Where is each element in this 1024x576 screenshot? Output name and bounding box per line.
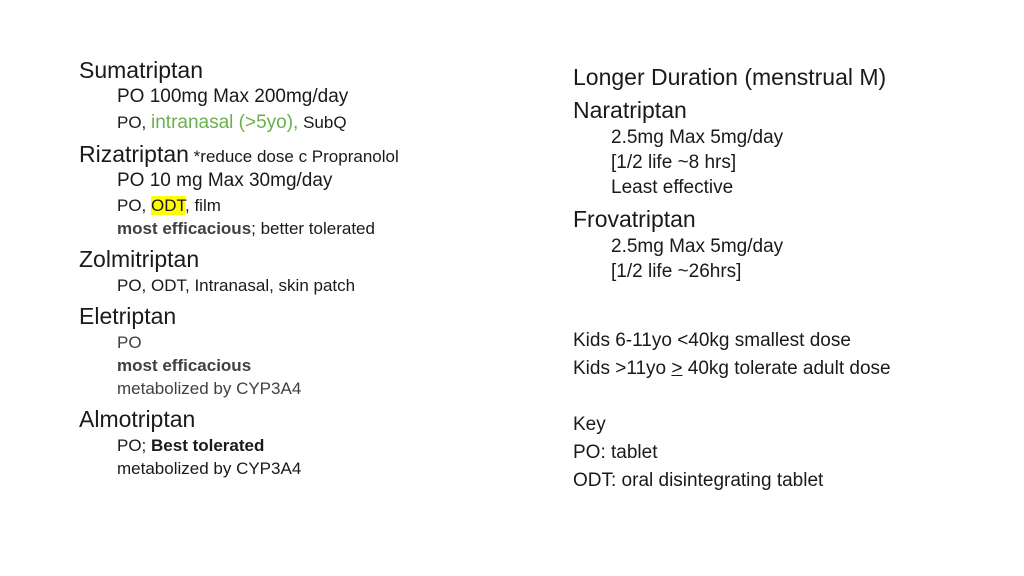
kids-over-11-gte-sign: > xyxy=(671,358,683,379)
sumatriptan-routes xyxy=(117,112,347,134)
almotriptan-title: Almotriptan xyxy=(79,406,196,432)
kids-6-11-dose: Kids 6-11yo <40kg smallest dose xyxy=(573,330,851,351)
rizatriptan-title xyxy=(79,141,399,168)
key-title: Key xyxy=(573,414,606,435)
almotriptan-route-po: PO; xyxy=(117,436,152,455)
kids-over-11-dose xyxy=(573,358,891,380)
sumatriptan-title: Sumatriptan xyxy=(79,57,204,83)
naratriptan-note: Least effective xyxy=(611,177,734,198)
kids-over-11-prefix: Kids >11yo xyxy=(573,358,672,379)
frovatriptan-half-life: [1/2 life ~26hrs] xyxy=(611,261,742,282)
almotriptan-route xyxy=(117,436,264,456)
rizatriptan-better-tolerated: ; better tolerated xyxy=(251,219,375,238)
eletriptan-route: PO xyxy=(117,333,142,352)
rizatriptan-name: Rizatriptan xyxy=(79,141,189,167)
rizatriptan-dose: PO 10 mg Max 30mg/day xyxy=(117,170,333,191)
kids-over-11-suffix: 40kg tolerate adult dose xyxy=(682,358,891,379)
rizatriptan-routes-odt: ODT xyxy=(151,196,186,215)
eletriptan-title: Eletriptan xyxy=(79,303,177,329)
rizatriptan-routes xyxy=(117,196,221,216)
key-po: PO: tablet xyxy=(573,442,658,463)
eletriptan-metabolism: metabolized by CYP3A4 xyxy=(117,379,302,398)
rizatriptan-efficacy xyxy=(117,219,375,239)
rizatriptan-routes-film: , film xyxy=(185,196,221,215)
rizatriptan-most-efficacious: most efficacious xyxy=(117,219,252,238)
naratriptan-dose: 2.5mg Max 5mg/day xyxy=(611,127,784,148)
zolmitriptan-title: Zolmitriptan xyxy=(79,246,200,272)
sumatriptan-routes-po: PO, xyxy=(117,113,152,132)
rizatriptan-note: *reduce dose c Propranolol xyxy=(188,147,399,166)
frovatriptan-title: Frovatriptan xyxy=(573,206,696,232)
longer-duration-header: Longer Duration (menstrual M) xyxy=(573,64,887,90)
almotriptan-metabolism: metabolized by CYP3A4 xyxy=(117,459,302,478)
rizatriptan-routes-po: PO, xyxy=(117,196,152,215)
naratriptan-title: Naratriptan xyxy=(573,97,687,123)
sumatriptan-routes-subq: SubQ xyxy=(298,113,347,132)
key-odt: ODT: oral disintegrating tablet xyxy=(573,470,824,491)
frovatriptan-dose: 2.5mg Max 5mg/day xyxy=(611,236,784,257)
zolmitriptan-routes: PO, ODT, Intranasal, skin patch xyxy=(117,276,356,295)
sumatriptan-dose: PO 100mg Max 200mg/day xyxy=(117,86,349,107)
eletriptan-efficacy: most efficacious xyxy=(117,356,252,375)
sumatriptan-routes-intranasal: intranasal (>5yo), xyxy=(151,112,299,133)
naratriptan-half-life: [1/2 life ~8 hrs] xyxy=(611,152,737,173)
almotriptan-best-tolerated: Best tolerated xyxy=(151,436,265,455)
